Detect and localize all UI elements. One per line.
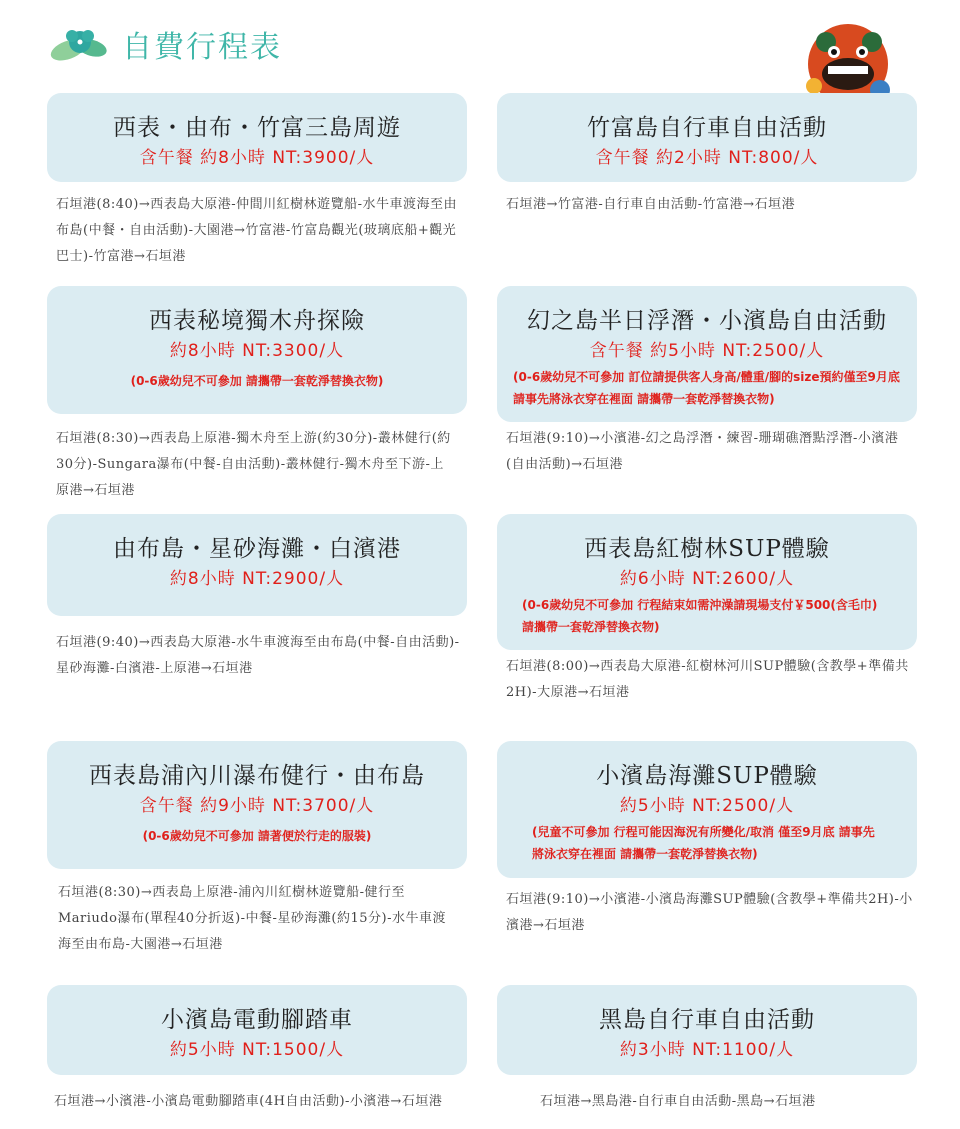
tour-title: 西表島浦內川瀑布健行・由布島	[89, 763, 425, 789]
tour-card-10	[497, 985, 917, 1075]
tour-route: 石垣港→小濱港-小濱島電動腳踏車(4H自由活動)-小濱港→石垣港	[54, 1094, 443, 1109]
tour-card-9	[47, 985, 467, 1075]
tour-price: 含午餐 約5小時 NT:2500/人	[589, 341, 825, 361]
tour-note: (0-6歲幼兒不可參加 請攜帶一套乾淨替換衣物)	[130, 374, 384, 388]
tour-card-4	[497, 286, 917, 422]
hibiscus-leaf-icon	[48, 22, 110, 66]
tour-title: 西表島紅樹林SUP體驗	[584, 536, 830, 562]
tour-title: 黑島自行車自由活動	[599, 1007, 815, 1033]
tour-price: 約5小時 NT:1500/人	[169, 1040, 345, 1060]
tour-route: 石垣港(9:10)→小濱港-幻之島浮潛・練習-珊瑚礁潛點浮潛-小濱港(自由活動)→石垣港	[506, 431, 899, 472]
page-title: 自費行程表	[122, 30, 282, 65]
tour-price: 含午餐 約9小時 NT:3700/人	[139, 796, 375, 816]
tour-note: (0-6歲幼兒不可參加 行程結束如需沖澡請現場支付￥500(含毛巾) 請攜帶一套乾淨替換衣物)	[522, 598, 878, 634]
tour-card-2	[497, 93, 917, 182]
page-header	[48, 22, 282, 66]
tour-note: (0-6歲幼兒不可參加 訂位請提供客人身高/體重/腳的size預約僅至9月底 請事先將泳衣穿在裡面 請攜帶一套乾淨替換衣物)	[513, 370, 900, 406]
tour-note: (兒童不可參加 行程可能因海況有所變化/取消 僅至9月底 請事先將泳衣穿在裡面 請攜帶一套乾淨替換衣物)	[532, 825, 875, 861]
tour-price: 含午餐 約2小時 NT:800/人	[595, 148, 819, 168]
tour-card-8	[497, 741, 917, 878]
tour-price: 約6小時 NT:2600/人	[619, 569, 795, 589]
tour-title: 小濱島電動腳踏車	[161, 1007, 353, 1033]
tour-title: 竹富島自行車自由活動	[587, 115, 827, 141]
tour-price: 約5小時 NT:2500/人	[619, 796, 795, 816]
tour-route: 石垣港(8:40)→西表島大原港-仲間川紅樹林遊覽船-水牛車渡海至由布島(中餐・自由活動)-大園港→竹富港-竹富島觀光(玻璃底船+觀光巴士)-竹富港→石垣港	[56, 197, 458, 264]
tour-card-6	[497, 514, 917, 650]
tour-route: 石垣港→黑島港-自行車自由活動-黑島→石垣港	[540, 1094, 816, 1109]
tour-card-7	[47, 741, 467, 869]
tour-price: 約8小時 NT:3300/人	[169, 341, 345, 361]
tour-route: 石垣港(8:30)→西表島上原港-獨木舟至上游(約30分)-叢林健行(約30分)-Sungara瀑布(中餐-自由活動)-叢林健行-獨木舟至下游-上原港→石垣港	[56, 431, 451, 498]
tour-route: 石垣港(8:30)→西表島上原港-浦內川紅樹林遊覽船-健行至Mariudo瀑布(單程40分折返)-中餐-星砂海灘(約15分)-水牛車渡海至由布島-大園港→石垣港	[58, 885, 447, 952]
tour-route: 石垣港(9:10)→小濱港-小濱島海灘SUP體驗(含教學+準備共2H)-小濱港→石垣港	[506, 892, 913, 933]
tour-route: 石垣港→竹富港-自行車自由活動-竹富港→石垣港	[506, 197, 796, 212]
tour-route: 石垣港(8:00)→西表島大原港-紅樹林河川SUP體驗(含教學+準備共2H)-大原港→石垣港	[506, 659, 909, 700]
tour-title: 小濱島海灘SUP體驗	[596, 763, 818, 789]
tour-card-3	[47, 286, 467, 414]
tour-title: 西表秘境獨木舟探險	[149, 308, 365, 334]
tour-title: 西表・由布・竹富三島周遊	[113, 115, 401, 141]
tour-card-5	[47, 514, 467, 616]
tour-price: 約8小時 NT:2900/人	[169, 569, 345, 589]
tour-title: 由布島・星砂海灘・白濱港	[113, 536, 401, 562]
tour-price: 含午餐 約8小時 NT:3900/人	[139, 148, 375, 168]
tour-title: 幻之島半日浮潛・小濱島自由活動	[527, 308, 887, 334]
tour-route: 石垣港(9:40)→西表島大原港-水牛車渡海至由布島(中餐-自由活動)-星砂海灘-白濱港-上原港→石垣港	[56, 635, 460, 676]
tour-note: (0-6歲幼兒不可參加 請著便於行走的服裝)	[142, 829, 372, 843]
tour-price: 約3小時 NT:1100/人	[619, 1040, 795, 1060]
tour-card-1	[47, 93, 467, 182]
